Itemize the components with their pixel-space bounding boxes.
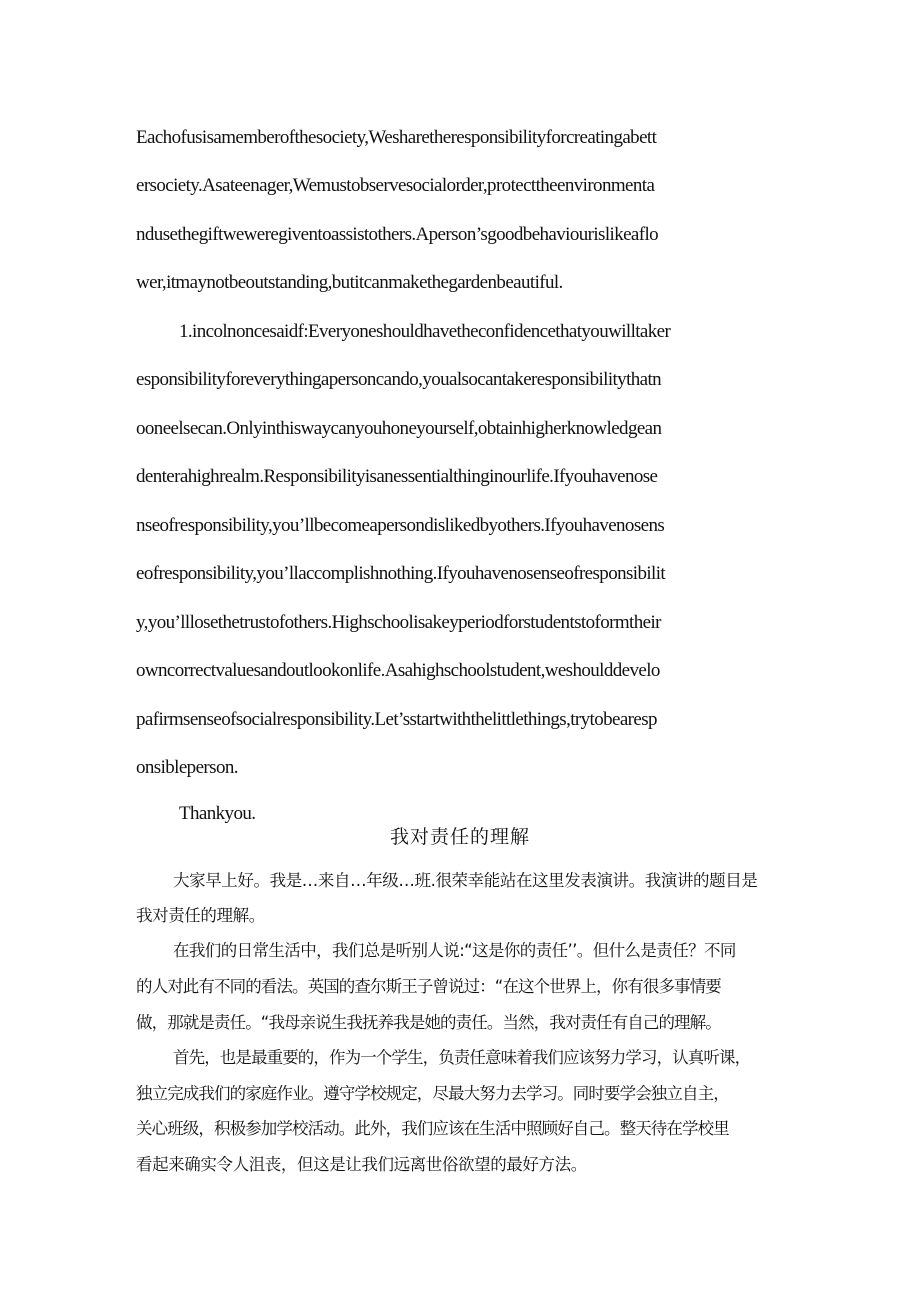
text-line: 独立完成我们的家庭作业。遵守学校规定，尽最大努力去学习。同时要学会独立自主， <box>136 1084 729 1103</box>
text-line: eofresponsibility,you’llaccomplishnothing.Ifyouhavenosenseofresponsibilit <box>136 563 666 584</box>
text-line: 1.incolnoncesaidf:Everyoneshouldhavetheconfidencethatyouwilltaker <box>179 321 671 342</box>
closing-text: Thankyou. <box>179 803 256 824</box>
chinese-title: 我对责任的理解 <box>389 826 530 848</box>
text-line: Eachofusisamemberofthesociety,Wesharetheresponsibilityforcreatingabett <box>136 127 657 148</box>
text-line: 关心班级，积极参加学校活动。此外，我们应该在生活中照顾好自己。整天待在学校里 <box>136 1119 729 1138</box>
text-line: ooneelsecan.Onlyinthiswaycanyouhoneyourself,obtainhigherknowledgean <box>136 418 662 439</box>
text-line: onsibleperson. <box>136 757 238 778</box>
text-line: 的人对此有不同的看法。英国的查尔斯王子曾说过：“在这个世界上，你有很多事情要 <box>136 977 721 996</box>
text-line: nseofresponsibility,you’llbecomeapersondislikedbyothers.Ifyouhavenosens <box>136 515 665 536</box>
text-line: ndusethegiftweweregiventoassistothers.Aperson’sgoodbehaviourislikeaflo <box>136 224 659 245</box>
text-line: y,you’lllosethetrustofothers.Highschoolisakeyperiodforstudentstoformtheir <box>136 612 661 633</box>
text-line: pafirmsenseofsocialresponsibility.Let’sstartwiththelittlethings,trytobearesp <box>136 709 657 730</box>
text-line: esponsibilityforeverythingapersoncando,youalsocantakeresponsibilitythatn <box>136 369 662 390</box>
text-line: ersociety.Asateenager,Wemustobservesocialorder,protecttheenvironmenta <box>136 175 655 196</box>
text-line: 大家早上好。我是…来自…年级…班.很荣幸能站在这里发表演讲。我演讲的题目是 <box>173 871 758 890</box>
text-line: 首先，也是最重要的，作为一个学生，负责任意味着我们应该努力学习，认真听课， <box>173 1048 751 1067</box>
text-line: 看起来确实令人沮丧，但这是让我们远离世俗欲望的最好方法。 <box>136 1155 587 1174</box>
text-line: 在我们的日常生活中，我们总是听别人说:“这是你的责任’’。但什么是责任？不同 <box>173 941 736 960</box>
text-line: owncorrectvaluesandoutlookonlife.Asahighschoolstudent,weshoulddevelo <box>136 660 660 681</box>
text-line: 做，那就是责任。“我母亲说生我抚养我是她的责任。当然，我对责任有自己的理解。 <box>136 1013 721 1032</box>
text-line: wer,itmaynotbeoutstanding,butitcanmakethegardenbeautiful. <box>136 272 563 293</box>
text-line: 我对责任的理解。 <box>136 906 265 925</box>
text-line: denterahighrealm.Responsibilityisanessentialthinginourlife.Ifyouhavenose <box>136 466 658 487</box>
